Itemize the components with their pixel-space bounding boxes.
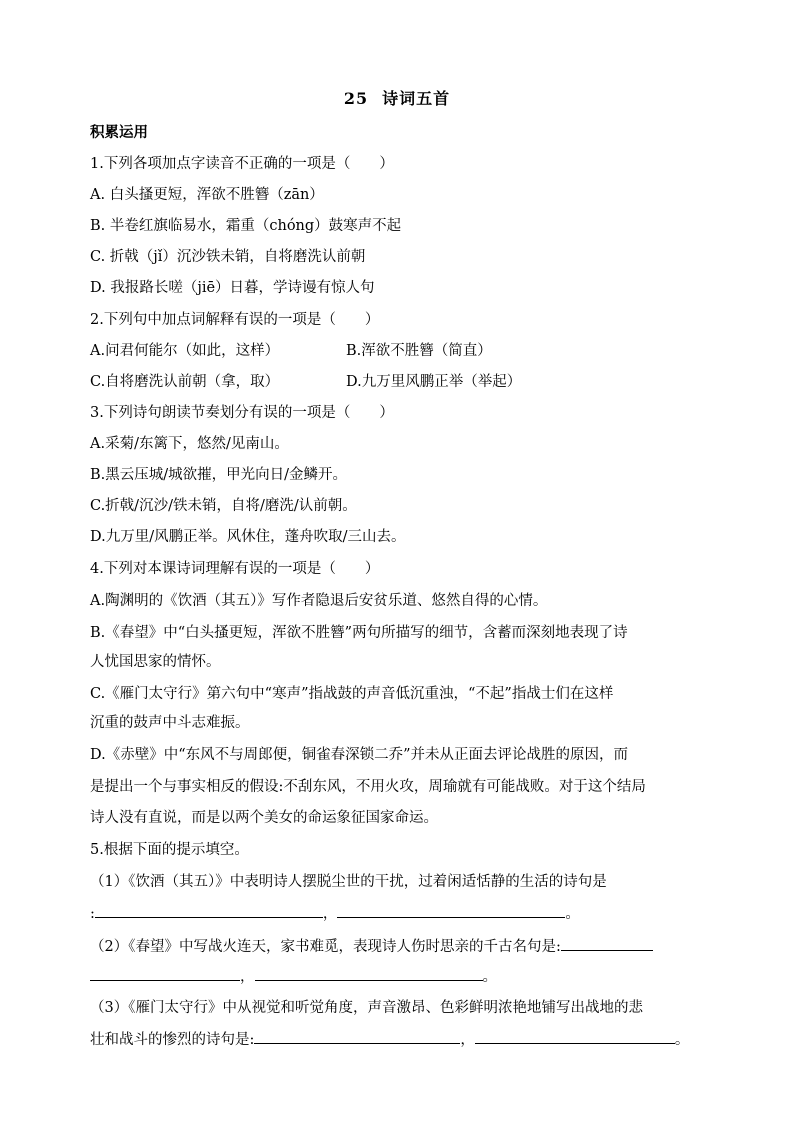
q5-colon: : [90,906,95,922]
q5-period: 。 [674,1032,690,1048]
q2-stem: 2.下列句中加点词解释有误的一项是（ ） [90,312,380,328]
q4-option-d-line1: D.《赤壁》中“东风不与周郎便，铜雀春深锁二乔”并未从正面去评论战胜的原因，而 [90,747,629,763]
q5-comma: ， [322,906,338,922]
q1-option-c: C. 折戟（jǐ）沉沙铁未销，自将磨洗认前朝 [90,249,366,265]
q2-option-b: B.浑欲不胜簪（简直） [346,343,492,359]
q4-option-b-line2: 人忧国思家的情怀。 [90,654,221,670]
q5-part1-blank-2[interactable] [337,903,565,918]
q1-option-d: D. 我报路长嗟（jiē）日暮，学诗谩有惊人句 [90,280,375,296]
q5-part2-blank-1b[interactable] [90,966,240,981]
q5-part1-answer-row [90,903,580,924]
section-heading: 积累运用 [90,124,148,141]
lesson-number: 25 [343,89,369,108]
page-title [0,86,794,109]
q2-row-1 [90,341,710,361]
q5-part3-blank-1[interactable] [254,1029,460,1044]
q5-part2-blank-2[interactable] [255,966,483,981]
q5-part3-answer-row [90,1029,689,1050]
q5-comma: ， [460,1032,475,1048]
lesson-title: 诗词五首 [382,89,451,108]
q4-option-b-line1: B.《春望》中“白头搔更短，浑欲不胜簪”两句所描写的细节，含蓄而深刻地表现了诗 [90,625,628,641]
q5-part3-blank-2[interactable] [475,1029,675,1044]
q5-period: 。 [565,906,580,922]
q3-stem: 3.下列诗句朗读节奏划分有误的一项是（ ） [90,405,394,421]
q3-option-b: B.黑云压城/城欲摧，甲光向日/金鳞开。 [90,467,348,483]
q5-part2-blank-1a[interactable] [561,936,653,951]
q2-option-a: A.问君何能尔（如此，这样） [90,343,280,359]
q5-comma: ， [240,969,255,985]
q5-part2-answer-row [90,966,497,987]
q5-part2-prompt: （2）《春望》中写战火连天，家书难觅，表现诗人伤时思亲的千古名句是: [90,939,561,955]
q4-stem: 4.下列对本课诗词理解有误的一项是（ ） [90,561,380,577]
q4-option-a: A.陶渊明的《饮酒（其五）》写作者隐退后安贫乐道、悠然自得的心情。 [90,593,548,609]
q5-part1-prompt: （1）《饮酒（其五）》中表明诗人摆脱尘世的干扰，过着闲适恬静的生活的诗句是 [90,874,607,890]
q4-option-c-line1: C.《雁门太守行》第六句中“寒声”指战鼓的声音低沉重浊，“不起”指战士们在这样 [90,686,614,702]
q3-option-c: C.折戟/沉沙/铁未销，自将/磨洗/认前朝。 [90,498,357,514]
q2-option-c: C.自将磨洗认前朝（拿，取） [90,374,280,390]
q5-part3-prompt-line1: （3）《雁门太守行》中从视觉和听觉角度，声音激昂、色彩鲜明浓艳地铺写出战地的悲 [90,1000,643,1016]
q5-part1-blank-1[interactable] [95,903,323,918]
q4-option-c-line2: 沉重的鼓声中斗志难振。 [90,715,250,731]
q1-stem: 1.下列各项加点字读音不正确的一项是（ ） [90,156,394,172]
q4-option-d-line3: 诗人没有直说，而是以两个美女的命运象征国家命运。 [90,810,438,826]
q2-option-d: D.九万里风鹏正举（举起） [346,374,522,390]
q5-part2-prompt-row [90,936,653,957]
q3-option-a: A.采菊/东篱下，悠然/见南山。 [90,436,289,452]
q5-part3-prompt-line2: 壮和战斗的惨烈的诗句是: [90,1032,255,1048]
q2-row-2 [90,372,710,392]
q4-option-d-line2: 是提出一个与事实相反的假设:不刮东风，不用火攻，周瑜就有可能战败。对于这个结局 [90,779,646,795]
q1-option-a: A. 白头搔更短，浑欲不胜簪（zān） [90,187,324,203]
q5-stem: 5.根据下面的提示填空。 [90,842,249,858]
q3-option-d: D.九万里/风鹏正举。风休住，蓬舟吹取/三山去。 [90,529,406,545]
q5-period: 。 [482,969,497,985]
q1-option-b: B. 半卷红旗临易水，霜重（chóng）鼓寒声不起 [90,218,402,234]
